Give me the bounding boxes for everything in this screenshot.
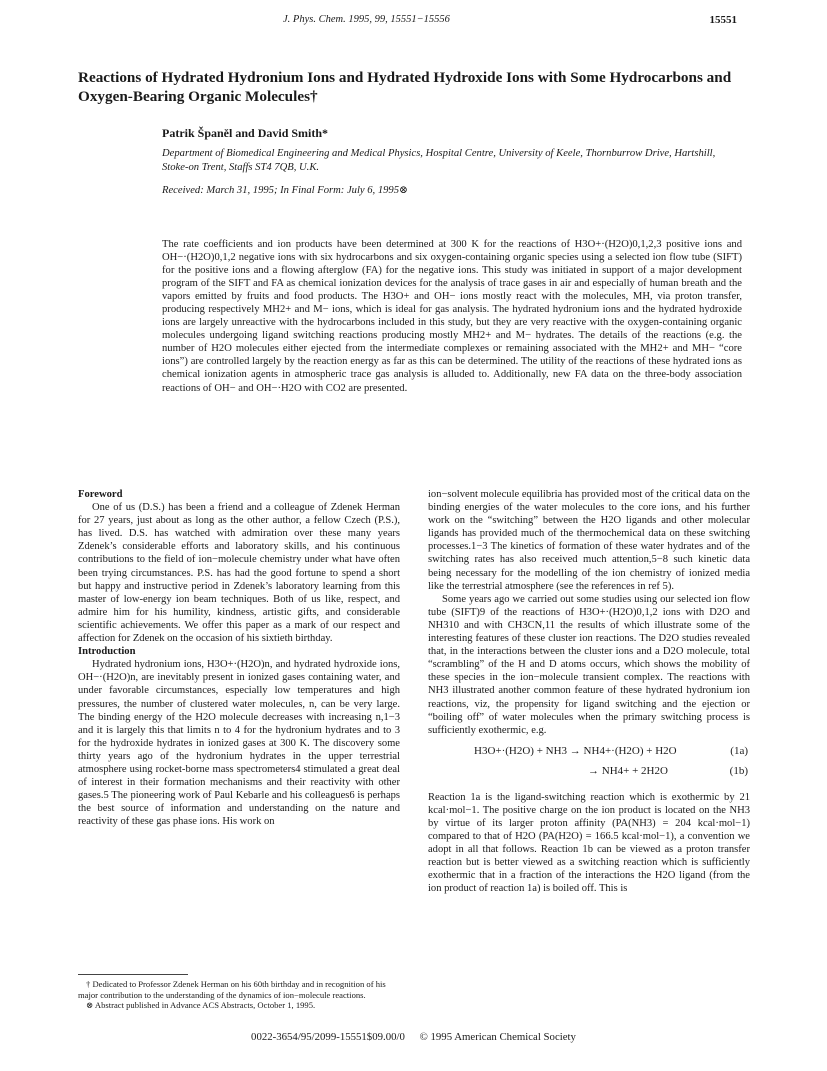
article-title: Reactions of Hydrated Hydronium Ions and Hydrated Hydroxide Ions with Some Hydrocarbons and Oxygen-Bearing Organic Molecules† <box>78 69 732 105</box>
equation-1a-body: H3O+·(H2O) + NH3 → NH4+·(H2O) + H2O <box>474 744 677 757</box>
footnote-dedication: † Dedicated to Professor Zdenek Herman on his 60th birthday and in recognition of his major contribution to the understanding of the dynamics of ion−molecule reactions. <box>78 979 386 1000</box>
footnotes <box>78 979 400 1011</box>
page-number: 15551 <box>709 14 737 26</box>
left-column <box>78 488 400 828</box>
received-dates: Received: March 31, 1995; In Final Form: July 6, 1995⊗ <box>162 185 408 196</box>
introduction-paragraph: Hydrated hydronium ions, H3O+·(H2O)n, and hydrated hydroxide ions, OH−·(H2O)n, are inevitably present in ionized gases containing water, and under favorable circumstances, especially low temperatures and high pressures, the number of clustered water molecules, n, can be very large. The binding energy of the H2O molecule decreases with increasing n,1−3 and it is largely this that limits n to 4 for the hydronium hydrates and to 3 for the hydroxide hydrates in ionized gases at 300 K. The discovery some thirty years ago of the hydronium hydrates in the upper terrestrial atmosphere using rocket-borne mass spectrometers4 stimulated a great deal of interest in their formation mechanisms and their reactivity with other gases.5 The pioneering work of Paul Kebarle and his colleagues6 is perhaps the best source of information and understanding on the nature and reactivity of these gas phase ions. His work on <box>78 659 400 828</box>
copyright: © 1995 American Chemical Society <box>419 1031 576 1043</box>
equation-1b-body: → NH4+ + 2H2O <box>588 764 668 777</box>
running-header-journal: J. Phys. Chem. 1995, 99, 15551−15556 <box>283 14 450 25</box>
authors: Patrik Španěl and David Smith* <box>162 126 329 140</box>
page-footer <box>0 1031 827 1043</box>
footnote-rule <box>78 974 188 975</box>
abstract: The rate coefficients and ion products have been determined at 300 K for the reactions of H3O+·(H2O)0,1,2,3 positive ions and OH−·(H2O)0,1,2 negative ions with six hydrocarbons and six oxygen-containing organic species using a selected ion flow tube (SIFT) for the positive ions and a flowing afterglow (FA) for the negative ions. This study was initiated in support of a major development program of the SIFT and FA as chemical ionization devices for the analysis of trace gases in air and especially of human breath and the vapors emitted by fruits and food products. The H3O+ and OH− ions mostly react with the molecules, MH, via proton transfer, producing respectively MH2+ and M− ions, which is ideal for gas analysis. The hydrated hydronium ions and the hydrated hydroxide ions are largely unreactive with the hydrocarbons included in this study, but they are very reactive with the oxygen-containing organic molecules undergoing ligand switching reactions producing mostly MH2+ and M− hydrates. The details of the reactions (e.g. the number of H2O molecules either ejected from the intermediate complexes or remaining associated with the MH2+ and MH− “core ions”) are controlled largely by the reaction energy as far as this can be determined. The utility of the reactions of these hydrated ions as chemical ionization agents in atmospheric trace gas analysis is alluded to. Additionally, new FA data on the three-body association reactions of OH− and OH−·H2O with CO2 are presented. <box>162 239 742 394</box>
equation-1b-number: (1b) <box>729 764 748 777</box>
foreword-paragraph: One of us (D.S.) has been a friend and a colleague of Zdenek Herman for 27 years, just about as long as the other author, a fellow Czech (P.S.), has lived. D.S. has watched with admiration over these many years Zdenek’s considerable efforts and laboratory skills, and his continuous contributions to the field of ion−molecule chemistry under what have often been trying circumstances. P.S. has had the good fortune to spend a short but happy and instructive period in Zdenek’s laboratory learning from this master of low-energy ion beam techniques. Both of us like, respect, and admire him for his humility, kindness, artistic gifts, and considerable scientific achievements. We offer this paper as a mark of our respect and affection for Zdenek on the occasion of his sixtieth birthday. <box>78 502 400 645</box>
affiliation: Department of Biomedical Engineering and Medical Physics, Hospital Centre, University of Keele, Thornburrow Drive, Hartshill, Stoke-on Trent, Staffs ST4 7QB, U.K. <box>162 148 716 173</box>
equation-1a-number: (1a) <box>730 744 748 757</box>
footnote-abstract-published: ⊗ Abstract published in Advance ACS Abstracts, October 1, 1995. <box>86 1000 316 1010</box>
body-paragraph: ion−solvent molecule equilibria has provided most of the critical data on the binding energies of the water molecules to the core ions, and his further work on the “switching” between the H2O ligands and other molecular ligands has provided much of the thermochemical data on these switching processes.1−3 The kinetics of formation of these water hydrates and of the switching rates has also received much attention,5−8 such kinetic data being necessary for the modelling of the ion chemistry of ionized media like the terrestrial atmosphere (see the references in ref 5). <box>428 489 750 592</box>
body-paragraph: Reaction 1a is the ligand-switching reaction which is exothermic by 21 kcal·mol−1. The positive charge on the ion product is located on the NH3 by virtue of its larger proton affinity (PA(NH3) = 204 kcal·mol−1) compared to that of H2O (PA(H2O) = 166.5 kcal·mol−1), a convention we adopt in all that follows. Reaction 1b can be viewed as a proton transfer reaction but is better viewed as a switching reaction which is sufficiently exothermic that in a fraction of the interactions the H2O ligand (from the ion product of reaction 1a) is boiled off. This is <box>428 791 750 895</box>
section-heading-introduction: Introduction <box>78 646 136 658</box>
right-column <box>428 488 750 896</box>
equation-1b <box>428 765 750 785</box>
article-code: 0022-3654/95/2099-15551$09.00/0 <box>251 1031 405 1043</box>
equation-1a <box>428 745 750 765</box>
body-paragraph: Some years ago we carried out some studies using our selected ion flow tube (SIFT)9 of the reactions of H3O+·(H2O)0,1,2 ions with D2O and NH310 and with CH3CN,11 the results of which illustrate some of the interesting features of these cluster ion reactions. The D2O studies revealed that, in the interactions between the cluster ions and a D2O molecule, total “scrambling” of the H and D atoms occurs, which shows the mobility of these species in the ion−molecule transient complex. The reactions with NH3 illustrated another common feature of these hydrated hydronium ion reactions, viz, the propensity for ligand switching and the ejection or “boiling off” of water molecules when the primary switching process is sufficiently exothermic, e.g. <box>428 593 750 736</box>
section-heading-foreword: Foreword <box>78 489 123 500</box>
